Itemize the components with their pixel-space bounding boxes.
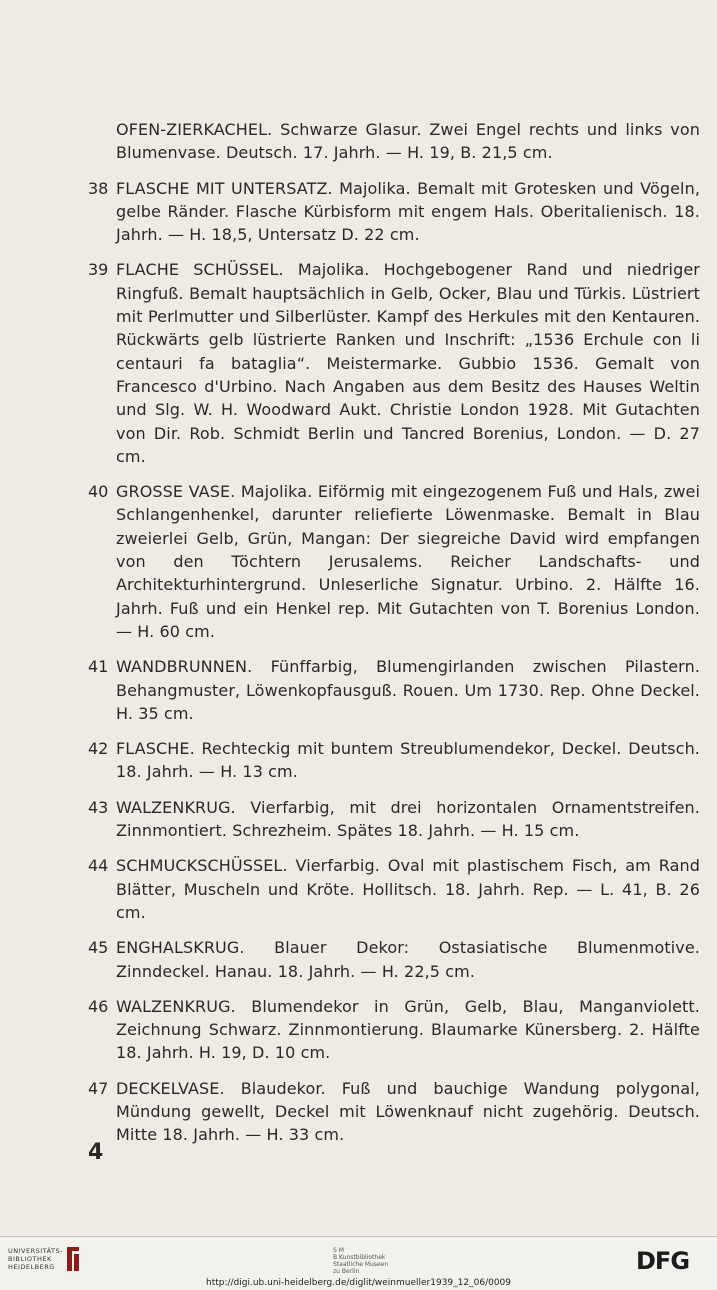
entry-text: WALZENKRUG. Blumendekor in Grün, Gelb, Blau, Manganviolett. Zeichnung Schwarz. Zinnmontierung. Blaumarke Künersberg. 2. Hälfte 18. Jahrh. H. 19, D. 10 cm. [116, 996, 700, 1063]
entry-number: 42 [88, 739, 109, 759]
entry-number: 46 [88, 996, 109, 1016]
entry-number: 45 [88, 938, 109, 958]
stamp-line: S M [333, 1247, 344, 1254]
entry-text: GROSSE VASE. Majolika. Eiförmig mit eingezogenem Fuß und Hals, zwei Schlangenhenkel, darunter reliefierte Löwenmaske. Bemalt in Blau zweierlei Gelb, Grün, Mangan: Der siegreiche David wird empfangen von den Töchtern Jerusalems. Reicher Landschafts- und Architekturhintergrund. Unleserliche Signatur. Urbino. 2. Hälfte 16. Jahrh. Fuß und ein Henkel rep. Mit Gutachten von T. Borenius London. — H. 60 cm. [116, 482, 700, 641]
entry-number: 43 [88, 797, 109, 817]
catalog-entry [88, 258, 700, 468]
university-library-logo[interactable] [8, 1247, 63, 1271]
university-logo-line: UNIVERSITÄTS- [8, 1247, 63, 1255]
catalog-entry [88, 1077, 700, 1147]
stamp-line: B Kunstbibliothek [333, 1254, 386, 1261]
page-number: 4 [88, 1140, 104, 1165]
university-logo-line: HEIDELBERG [8, 1263, 55, 1271]
catalog-entry [88, 796, 700, 843]
entry-text: DECKELVASE. Blaudekor. Fuß und bauchige Wandung polygonal, Mündung gewellt, Deckel mit Löwenknauf nicht zugehörig. Deutsch. Mitte 18. Jahrh. — H. 33 cm. [116, 1078, 700, 1145]
entry-text: FLASCHE MIT UNTERSATZ. Majolika. Bemalt mit Grotesken und Vögeln, gelbe Ränder. Flasche Kürbisform mit engem Hals. Oberitalienisch. 18. Jahrh. — H. 18,5, Untersatz D. 22 cm. [116, 178, 700, 245]
museum-stamp [333, 1247, 413, 1275]
catalog-entry [88, 854, 700, 924]
entry-number: 47 [88, 1078, 109, 1098]
entry-number: 40 [88, 482, 109, 502]
stamp-line: Staatliche Museen [333, 1261, 389, 1268]
dfg-logo[interactable]: DFG [636, 1247, 690, 1275]
entry-text: FLACHE SCHÜSSEL. Majolika. Hochgebogener Rand und niedriger Ringfuß. Bemalt hauptsächlich in Gelb, Ocker, Blau und Türkis. Lüstriert mit Perlmutter und Silberlüster. Kampf des Herkules mit den Kentauren. Rückwärts gelb lüstrierte Ranken und Inschrift: „1536 Erchule con li centauri fa bataglia“. Meistermarke. Gubbio 1536. Gemalt von Francesco d'Urbino. Nach Angaben aus dem Besitz des Hauses Weltin und Slg. W. H. Woodward Aukt. Christie London 1928. Mit Gutachten von Dir. Rob. Schmidt Berlin und Tancred Borenius, London. — D. 27 cm. [116, 260, 700, 466]
catalog-entry [88, 118, 700, 165]
entry-text: ENGHALSKRUG. Blauer Dekor: Ostasiatische Blumenmotive. Zinndeckel. Hanau. 18. Jahrh. — H. 22,5 cm. [116, 938, 700, 981]
entry-text: SCHMUCKSCHÜSSEL. Vierfarbig. Oval mit plastischem Fisch, am Rand Blätter, Muscheln und Kröte. Hollitsch. 18. Jahrh. Rep. — L. 41, B. 26 cm. [116, 856, 700, 922]
entry-text: WALZENKRUG. Vierfarbig, mit drei horizontalen Ornamentstreifen. Zinnmontiert. Schrezheim. Spätes 18. Jahrh. — H. 15 cm. [116, 797, 700, 841]
viewer-footer [0, 1236, 717, 1290]
catalog-entry [88, 737, 700, 784]
entry-text: FLASCHE. Rechteckig mit buntem Streublumendekor, Deckel. Deutsch. 18. Jahrh. — H. 13 cm. [116, 739, 700, 782]
entry-text: OFEN-ZIERKACHEL. Schwarze Glasur. Zwei Engel rechts und links von Blumenvase. Deutsch. 17. Jahrh. — H. 19, B. 21,5 cm. [116, 120, 700, 163]
entry-text: WANDBRUNNEN. Fünffarbig, Blumengirlanden zwischen Pilastern. Behangmuster, Löwenkopfausguß. Rouen. Um 1730. Rep. Ohne Deckel. H. 35 cm. [116, 657, 700, 723]
entry-number: 44 [88, 856, 109, 876]
catalog-entry [88, 936, 700, 983]
catalog-entry [88, 995, 700, 1065]
entry-number: 39 [88, 260, 109, 280]
university-logo-line: BIBLIOTHEK [8, 1255, 52, 1263]
stamp-line: zu Berlin [333, 1268, 360, 1275]
entry-number: 38 [88, 178, 109, 198]
university-seal-icon [64, 1245, 82, 1273]
catalog-entry [88, 655, 700, 725]
entry-list [88, 118, 700, 1159]
document-url-link[interactable]: http://digi.ub.uni-heidelberg.de/diglit/weinmueller1939_12_06/0009 [205, 1278, 511, 1288]
catalog-entry [88, 177, 700, 247]
entry-number: 41 [88, 657, 109, 677]
catalog-entry [88, 480, 700, 643]
